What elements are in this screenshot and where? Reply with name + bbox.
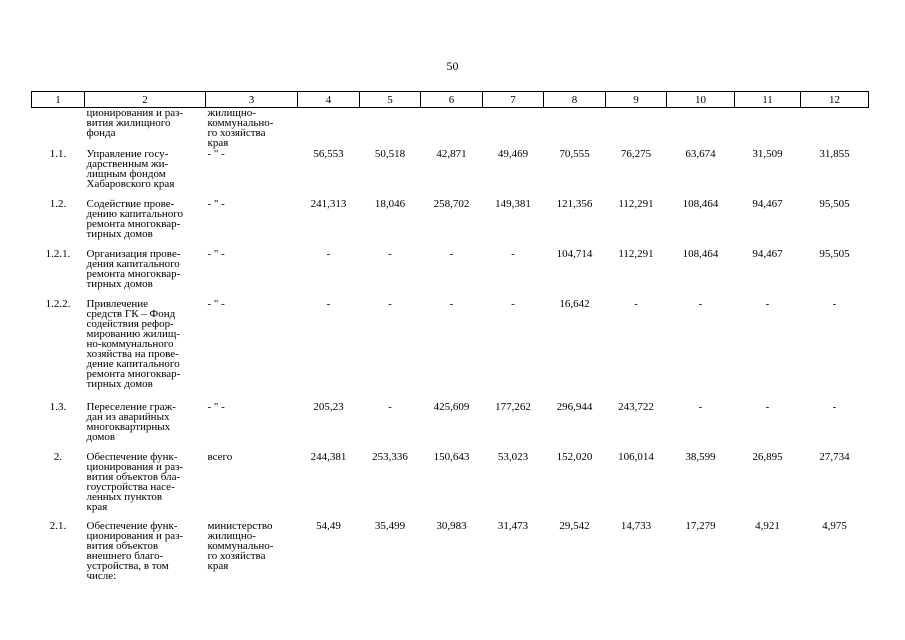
row-value — [544, 108, 606, 149]
row-value — [735, 108, 801, 149]
row-value: 50,518 — [374, 147, 406, 160]
row-value: - — [326, 297, 331, 310]
row-value: 121,356 — [556, 197, 593, 210]
row-value: 29,542 — [559, 519, 590, 532]
row-value: - — [388, 400, 392, 413]
column-header: 8 — [544, 92, 606, 108]
row-value — [421, 108, 483, 149]
row-value: 76,275 — [620, 147, 652, 160]
row-value: - — [832, 297, 837, 310]
row-value: - — [765, 400, 770, 413]
table-row — [32, 149, 869, 199]
table-row — [32, 452, 869, 521]
row-responsible: всего — [207, 450, 233, 463]
column-header: 1 — [32, 92, 85, 108]
table-row — [32, 402, 869, 452]
row-responsible: министерство жилищно- коммунально- го хозяйства края — [207, 519, 274, 572]
row-value: 42,871 — [436, 147, 467, 160]
row-value: 26,895 — [752, 450, 783, 463]
row-value — [667, 108, 735, 149]
column-header: 9 — [606, 92, 667, 108]
row-value: 177,262 — [495, 400, 531, 413]
row-value — [298, 108, 360, 149]
row-responsible: - " - — [207, 247, 225, 260]
row-value: - — [698, 297, 703, 310]
row-value: - — [832, 400, 837, 413]
row-value: 108,464 — [682, 197, 719, 210]
row-description: Организация прове- дения капитального ремонта многоквар- тирных домов — [86, 247, 181, 290]
column-header: 5 — [360, 92, 421, 108]
row-value: 253,336 — [372, 450, 408, 463]
row-value: 30,983 — [436, 519, 467, 532]
row-value: 54,49 — [316, 519, 341, 532]
row-value: 38,599 — [685, 450, 716, 463]
column-header: 10 — [667, 92, 735, 108]
row-description: Привлечение средств ГК – Фонд содействия рефор- мированию жилищ- но-коммунального хозяйства на прове- дение капитального ремонта многоквар- тирных домов — [86, 297, 181, 390]
page-number: 50 — [446, 59, 459, 73]
row-value: 95,505 — [819, 247, 850, 260]
budget-table — [31, 91, 869, 591]
row-value: 205,23 — [313, 400, 344, 413]
row-value: 152,020 — [556, 450, 593, 463]
row-value: 16,642 — [559, 297, 590, 310]
row-value: 35,499 — [374, 519, 406, 532]
row-value: - — [449, 247, 454, 260]
row-value: - — [388, 297, 392, 310]
row-value: 149,381 — [495, 197, 531, 210]
row-description: ционирования и раз- вития жилищного фонда — [86, 107, 184, 139]
row-description: Обеспечение функ- ционирования и раз- вития объектов внешнего благо- устройства, в том числе: — [86, 519, 184, 582]
row-value: - — [765, 297, 770, 310]
row-value: 258,702 — [433, 197, 470, 210]
column-header: 3 — [206, 92, 298, 108]
table-row — [32, 199, 869, 249]
row-description: Обеспечение функ- ционирования и раз- вития объектов бла- гоустройства насе- ленных пунктов края — [86, 450, 184, 513]
row-code: 2. — [53, 450, 63, 463]
row-value: 31,855 — [819, 147, 850, 160]
row-code: 2.1. — [49, 519, 67, 532]
row-value: 106,014 — [618, 450, 654, 463]
table-row — [32, 521, 869, 591]
row-value — [360, 108, 421, 149]
row-value — [801, 108, 869, 149]
table-row — [32, 108, 869, 149]
column-header: 2 — [85, 92, 206, 108]
row-code: 1.2.1. — [45, 247, 71, 260]
column-number-header — [32, 92, 869, 108]
row-value: 95,505 — [819, 197, 850, 210]
row-value — [483, 108, 544, 149]
row-value: 104,714 — [556, 247, 593, 260]
row-value: 150,643 — [433, 450, 470, 463]
row-responsible: - " - — [207, 147, 225, 160]
row-value: 4,921 — [755, 519, 780, 532]
row-value: 53,023 — [497, 450, 529, 463]
row-value: 63,674 — [685, 147, 716, 160]
row-responsible: - " - — [207, 197, 225, 210]
column-header: 11 — [735, 92, 801, 108]
column-header: 4 — [298, 92, 360, 108]
row-value: - — [388, 247, 392, 260]
row-value: 112,291 — [618, 197, 654, 210]
row-value: 241,313 — [310, 197, 347, 210]
row-value: 31,509 — [752, 147, 783, 160]
row-responsible: - " - — [207, 297, 225, 310]
row-value: 49,469 — [497, 147, 529, 160]
row-value: 108,464 — [682, 247, 719, 260]
row-value: 70,555 — [559, 147, 590, 160]
row-value: 425,609 — [433, 400, 470, 413]
table-row — [32, 299, 869, 402]
row-value: 27,734 — [819, 450, 850, 463]
row-value: 94,467 — [752, 247, 783, 260]
row-responsible: - " - — [207, 400, 225, 413]
row-responsible: жилищно- коммунально- го хозяйства края — [207, 107, 274, 149]
row-value: - — [326, 247, 331, 260]
row-value: 244,381 — [310, 450, 347, 463]
row-description: Содействие прове- дению капитального ремонта многоквар- тирных домов — [86, 197, 183, 240]
row-value: 94,467 — [752, 197, 783, 210]
row-code — [32, 108, 85, 149]
row-value: - — [511, 247, 515, 260]
column-header: 7 — [483, 92, 544, 108]
row-value: - — [511, 297, 515, 310]
row-value: 31,473 — [497, 519, 529, 532]
row-value: 112,291 — [618, 247, 654, 260]
row-description: Переселение граж- дан из аварийных многоквартирных домов — [86, 400, 176, 443]
table-row — [32, 249, 869, 299]
row-value: - — [449, 297, 454, 310]
row-value: - — [698, 400, 703, 413]
column-header: 12 — [801, 92, 869, 108]
row-value: 17,279 — [685, 519, 716, 532]
row-value: 18,046 — [374, 197, 406, 210]
row-value: 243,722 — [618, 400, 654, 413]
row-code: 1.2. — [49, 197, 67, 210]
row-code: 1.1. — [49, 147, 67, 160]
row-value: 14,733 — [620, 519, 652, 532]
row-code: 1.3. — [49, 400, 67, 413]
row-value: - — [634, 297, 638, 310]
row-value: 56,553 — [313, 147, 344, 160]
row-value: 296,944 — [556, 400, 593, 413]
row-description: Управление госу- дарственным жи- лищным фондом Хабаровского края — [86, 147, 175, 190]
column-header: 6 — [421, 92, 483, 108]
row-code: 1.2.2. — [45, 297, 71, 310]
row-value: 4,975 — [822, 519, 847, 532]
row-value — [606, 108, 667, 149]
